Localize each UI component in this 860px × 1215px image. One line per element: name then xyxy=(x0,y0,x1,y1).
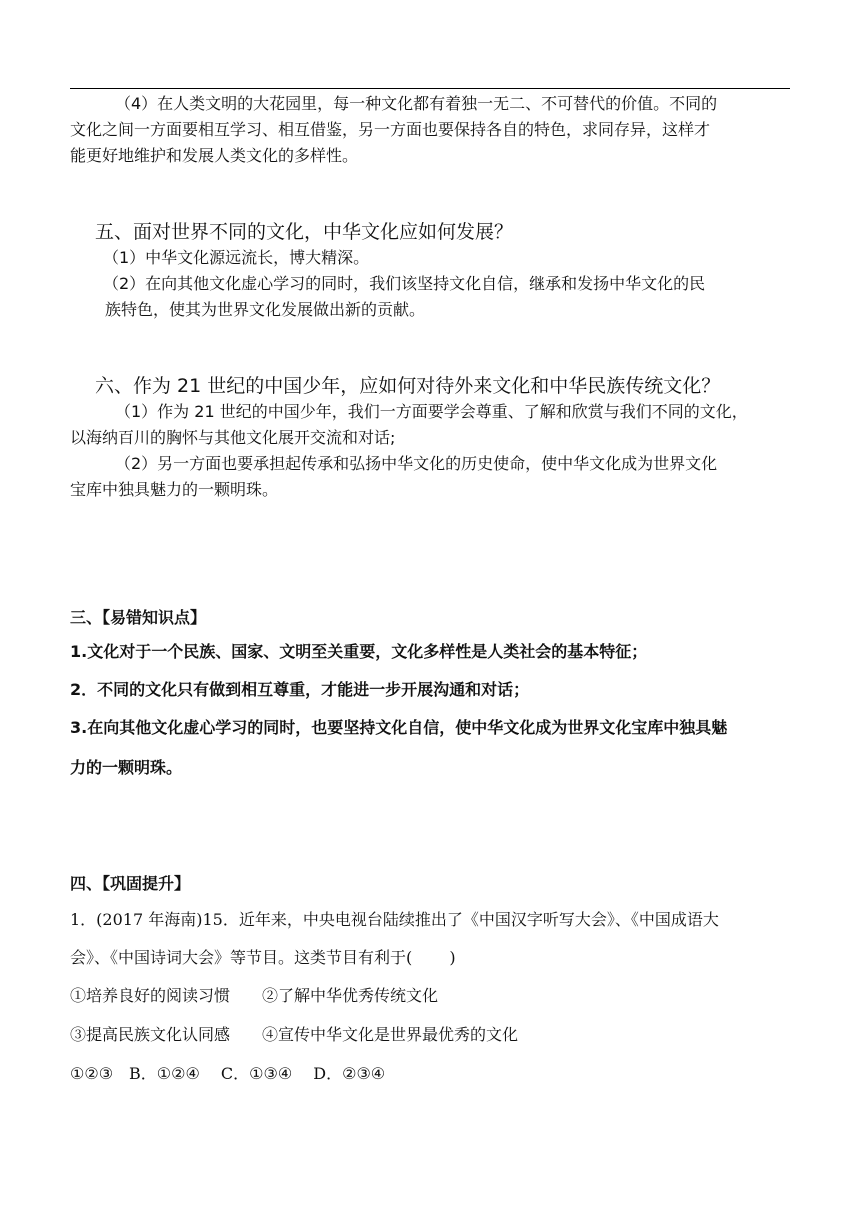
practice-options-row1: ①培养良好的阅读习惯 ②了解中华优秀传统文化 xyxy=(70,986,439,1005)
section3-item1: 1.文化对于一个民族、国家、文明至关重要，文化多样性是人类社会的基本特征； xyxy=(70,642,648,661)
q6-heading: 六、作为 21 世纪的中国少年，应如何对待外来文化和中华民族传统文化？ xyxy=(95,375,721,397)
q6-point2-line2: 宝库中独具魅力的一颗明珠。 xyxy=(70,480,279,499)
top-rule xyxy=(70,88,790,89)
practice-q1-line1: 1．(2017 年海南)15．近年来，中央电视台陆续推出了《中国汉字听写大会》、《中国成语大 xyxy=(70,910,719,929)
section3-item2: 2．不同的文化只有做到相互尊重，才能进一步开展沟通和对话； xyxy=(70,680,530,699)
section4-line3: 能更好地维护和发展人类文化的多样性。 xyxy=(70,146,359,165)
practice-options-row2: ③提高民族文化认同感 ④宣传中华文化是世界最优秀的文化 xyxy=(70,1025,519,1044)
practice-q1-line2: 会》、《中国诗词大会》等节目。这类节目有利于( ) xyxy=(70,948,456,967)
practice-answer-choices: ①②③ B．①②④ C．①③④ D．②③④ xyxy=(70,1064,386,1083)
q6-point1-line1: （1）作为 21 世纪的中国少年，我们一方面要学会尊重、了解和欣赏与我们不同的文化， xyxy=(115,402,748,421)
q5-point1: （1）中华文化源远流长，博大精深。 xyxy=(103,248,370,267)
section3-heading: 三、【易错知识点】 xyxy=(70,608,207,627)
q5-point2-line1: （2）在向其他文化虚心学习的同时，我们该坚持文化自信，继承和发扬中华文化的民 xyxy=(103,274,706,293)
q6-point1-line2: 以海纳百川的胸怀与其他文化展开交流和对话; xyxy=(70,428,396,447)
q6-point2-line1: （2）另一方面也要承担起传承和弘扬中华文化的历史使命，使中华文化成为世界文化 xyxy=(115,454,718,473)
section4-line1: （4）在人类文明的大花园里，每一种文化都有着独一无二、不可替代的价值。不同的 xyxy=(115,94,718,113)
section3-item3-line2: 力的一颗明珠。 xyxy=(70,758,183,777)
section4-line2: 文化之间一方面要相互学习、相互借鉴，另一方面也要保持各自的特色，求同存异，这样才 xyxy=(70,120,711,139)
q5-point2-line2: 族特色，使其为世界文化发展做出新的贡献。 xyxy=(105,300,426,319)
section3-item3-line1: 3.在向其他文化虚心学习的同时，也要坚持文化自信，使中华文化成为世界文化宝库中独具魅 xyxy=(70,718,728,737)
section4-practice-heading: 四、【巩固提升】 xyxy=(70,874,191,893)
q5-heading: 五、面对世界不同的文化，中华文化应如何发展？ xyxy=(95,221,514,243)
